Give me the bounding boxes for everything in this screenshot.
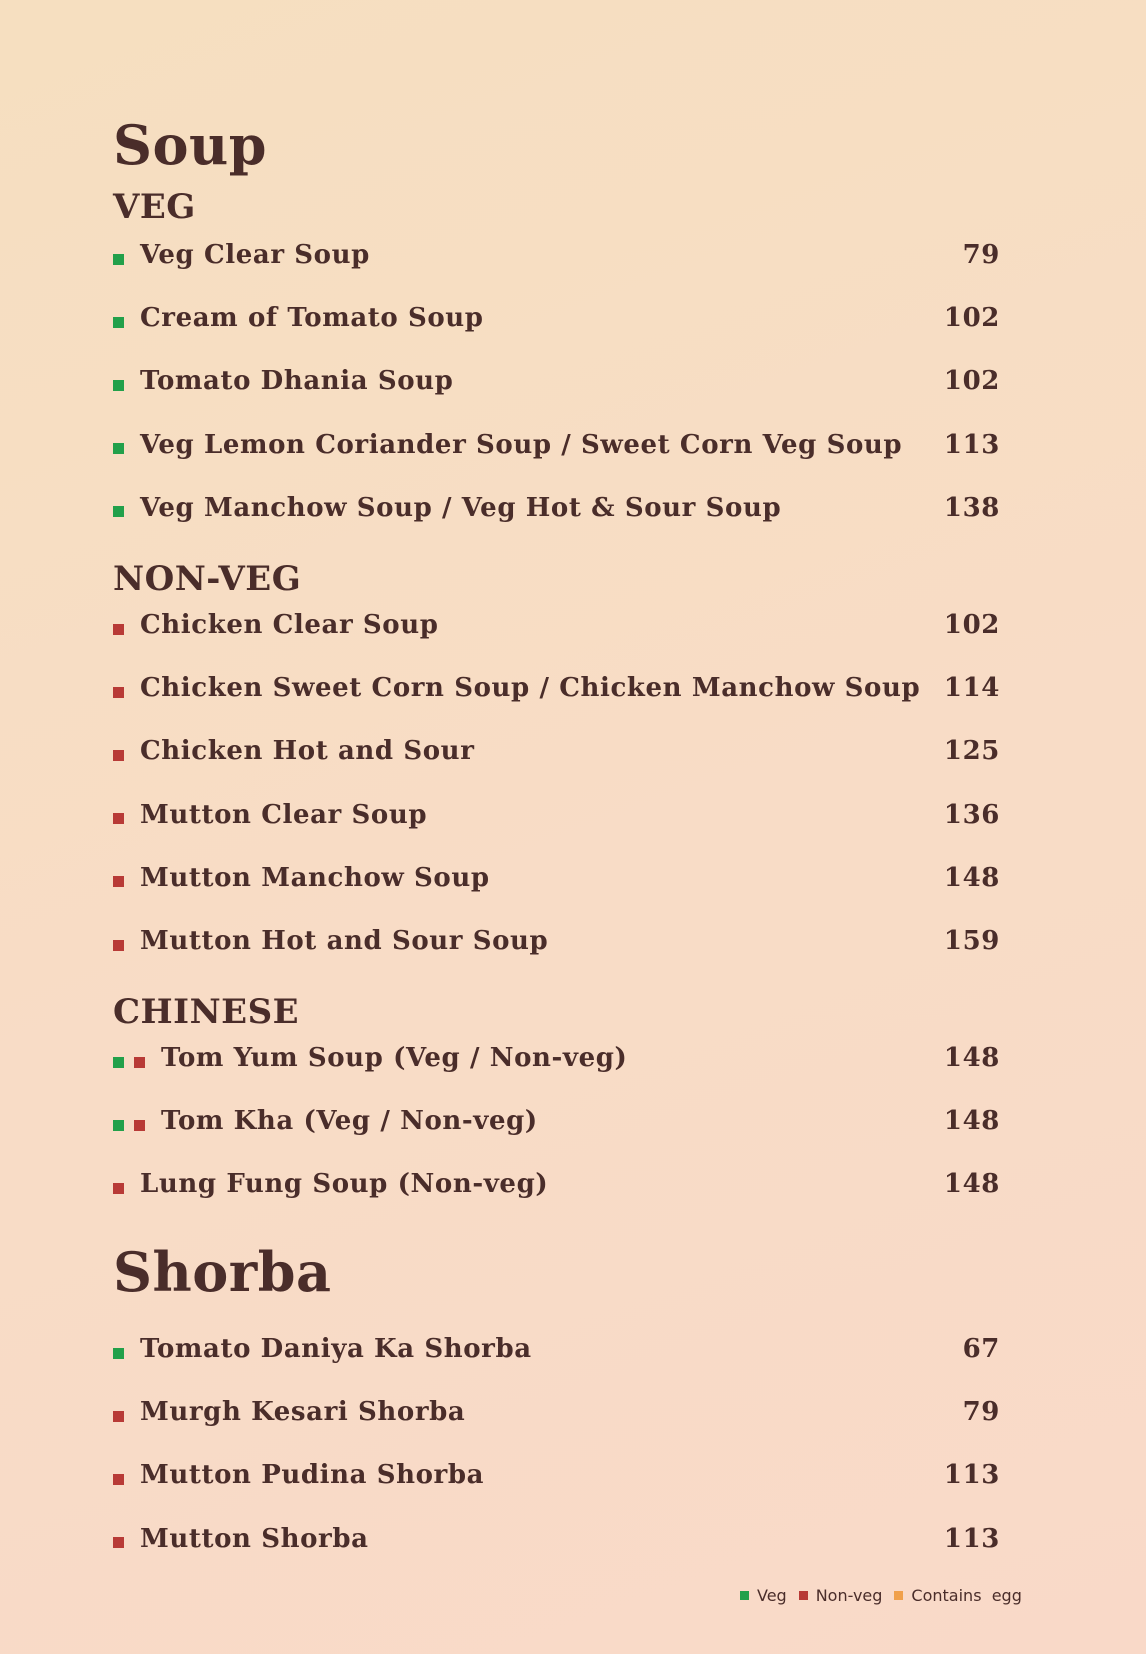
menu-item xyxy=(113,425,1000,465)
item-price: 136 xyxy=(943,799,1000,830)
menu-item xyxy=(113,298,1000,338)
diet-marks xyxy=(113,809,124,820)
nonveg-mark-icon xyxy=(113,624,124,635)
nonveg-mark-icon xyxy=(113,876,124,887)
item-name: Veg Lemon Coriander Soup / Sweet Corn Veg Soup xyxy=(140,429,903,460)
item-price: 114 xyxy=(943,673,1000,704)
item-name: Mutton Clear Soup xyxy=(140,799,428,830)
nonveg-mark-icon xyxy=(113,1411,124,1422)
menu-item xyxy=(113,1101,1000,1141)
item-name: Mutton Pudina Shorba xyxy=(140,1460,485,1491)
item-price: 102 xyxy=(943,610,1000,640)
item-name: Chicken Clear Soup xyxy=(140,610,439,640)
veg-legend-icon xyxy=(740,1591,749,1600)
veg-mark-icon xyxy=(113,1120,124,1131)
diet-marks xyxy=(113,1407,124,1418)
item-price: 113 xyxy=(943,429,1000,460)
veg-mark-icon xyxy=(113,506,124,517)
item-price: 125 xyxy=(943,736,1000,767)
item-name: Tomato Dhania Soup xyxy=(140,366,454,397)
diet-marks xyxy=(113,1344,124,1355)
item-name: Cream of Tomato Soup xyxy=(140,303,484,334)
item-price: 148 xyxy=(943,1043,1000,1073)
item-price: 113 xyxy=(943,1460,1000,1491)
diet-marks xyxy=(113,746,124,757)
nonveg-mark-icon xyxy=(113,750,124,761)
chinese-heading: CHINESE xyxy=(113,992,300,1032)
item-price: 148 xyxy=(943,1169,1000,1200)
menu-item xyxy=(113,1038,1000,1078)
diet-marks xyxy=(113,872,124,883)
item-price: 113 xyxy=(943,1523,1000,1554)
item-name: Chicken Sweet Corn Soup / Chicken Manchow Soup xyxy=(140,673,921,704)
diet-marks xyxy=(113,502,124,513)
nonveg-legend-icon xyxy=(799,1591,808,1600)
veg-heading: VEG xyxy=(113,187,196,227)
menu-item xyxy=(113,795,1000,835)
item-name: Veg Manchow Soup / Veg Hot & Sour Soup xyxy=(140,492,782,523)
diet-marks xyxy=(113,313,124,324)
diet-marks xyxy=(113,1179,124,1190)
item-name: Tom Kha (Veg / Non-veg) xyxy=(161,1106,538,1137)
menu-item xyxy=(113,1164,1000,1204)
menu-item xyxy=(113,1392,1000,1432)
veg-mark-icon xyxy=(113,1057,124,1068)
nonveg-heading: NON-VEG xyxy=(113,559,302,599)
soup-title: Soup xyxy=(113,113,268,177)
menu-item xyxy=(113,668,1000,708)
egg-legend-label: Contains egg xyxy=(911,1586,1022,1605)
diet-legend xyxy=(740,1586,1034,1605)
nonveg-mark-icon xyxy=(113,940,124,951)
diet-marks xyxy=(113,936,124,947)
item-price: 79 xyxy=(962,1397,1000,1428)
menu-item xyxy=(113,1329,1000,1369)
item-name: Tomato Daniya Ka Shorba xyxy=(140,1334,532,1364)
diet-marks xyxy=(113,250,124,261)
item-name: Mutton Manchow Soup xyxy=(140,862,490,893)
nonveg-mark-icon xyxy=(113,1537,124,1548)
item-price: 148 xyxy=(943,862,1000,893)
nonveg-mark-icon xyxy=(113,1183,124,1194)
diet-marks xyxy=(113,439,124,450)
diet-marks xyxy=(113,1053,145,1064)
veg-legend-label: Veg xyxy=(757,1586,787,1605)
diet-marks xyxy=(113,1470,124,1481)
nonveg-mark-icon xyxy=(113,813,124,824)
menu-item xyxy=(113,921,1000,961)
item-name: Chicken Hot and Sour xyxy=(140,736,475,767)
diet-marks xyxy=(113,620,124,631)
egg-legend-icon xyxy=(894,1591,903,1600)
menu-item xyxy=(113,605,1000,645)
item-price: 102 xyxy=(943,303,1000,334)
shorba-title: Shorba xyxy=(113,1240,332,1304)
veg-mark-icon xyxy=(113,317,124,328)
diet-marks xyxy=(113,1116,145,1127)
menu-item xyxy=(113,1519,1000,1559)
item-name: Tom Yum Soup (Veg / Non-veg) xyxy=(161,1043,628,1073)
item-name: Veg Clear Soup xyxy=(140,240,370,270)
menu-item xyxy=(113,235,1000,275)
item-name: Murgh Kesari Shorba xyxy=(140,1397,466,1428)
item-name: Mutton Hot and Sour Soup xyxy=(140,926,549,956)
item-name: Lung Fung Soup (Non-veg) xyxy=(140,1169,549,1200)
item-name: Mutton Shorba xyxy=(140,1523,369,1554)
veg-mark-icon xyxy=(113,443,124,454)
menu-item xyxy=(113,1455,1000,1495)
nonveg-mark-icon xyxy=(134,1120,145,1131)
item-price: 79 xyxy=(962,240,1000,270)
item-price: 159 xyxy=(943,926,1000,956)
veg-mark-icon xyxy=(113,254,124,265)
menu-item xyxy=(113,858,1000,898)
item-price: 102 xyxy=(943,366,1000,397)
nonveg-mark-icon xyxy=(113,1474,124,1485)
nonveg-mark-icon xyxy=(134,1057,145,1068)
nonveg-legend-label: Non-veg xyxy=(815,1586,883,1605)
item-price: 148 xyxy=(943,1106,1000,1137)
veg-mark-icon xyxy=(113,1348,124,1359)
menu-item xyxy=(113,488,1000,528)
menu-item xyxy=(113,361,1000,401)
veg-mark-icon xyxy=(113,380,124,391)
item-price: 138 xyxy=(943,492,1000,523)
nonveg-mark-icon xyxy=(113,687,124,698)
item-price: 67 xyxy=(962,1334,1000,1364)
diet-marks xyxy=(113,683,124,694)
menu-item xyxy=(113,731,1000,771)
diet-marks xyxy=(113,376,124,387)
diet-marks xyxy=(113,1533,124,1544)
